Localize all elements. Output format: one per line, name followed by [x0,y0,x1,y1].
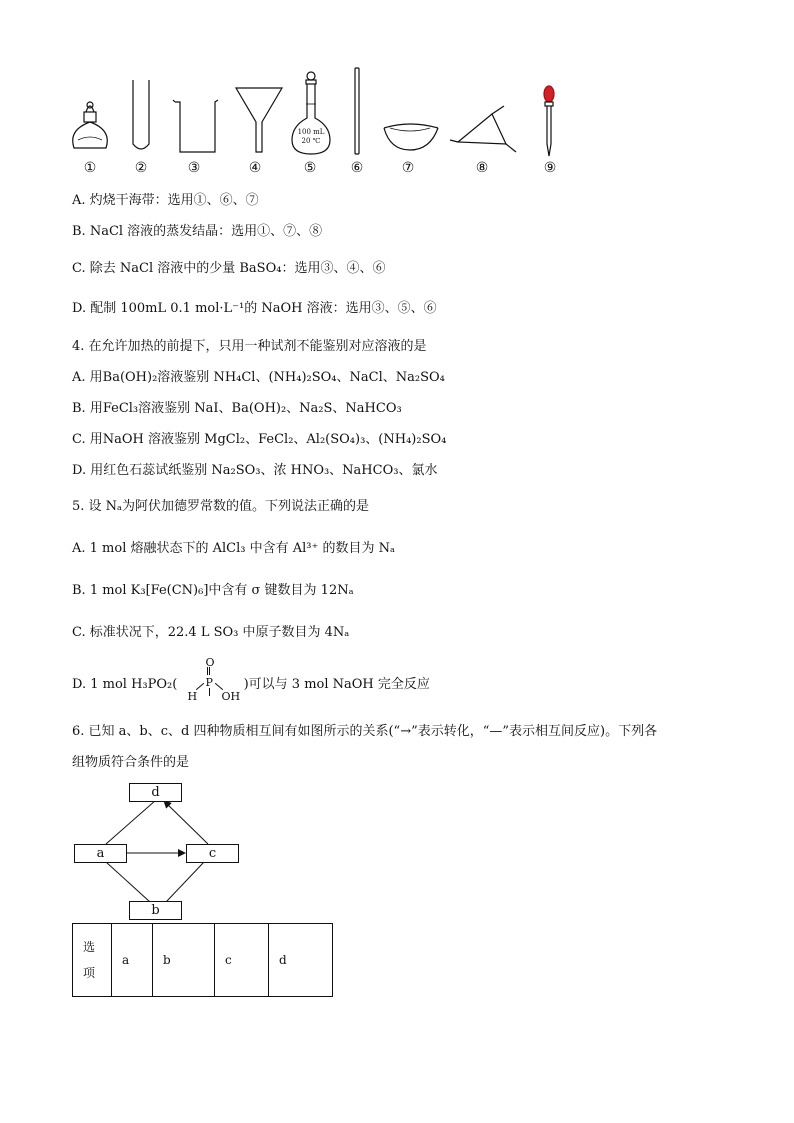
apparatus-number: ⑦ [401,160,415,176]
apparatus-number: ③ [187,160,201,176]
q4-option-d: D. 用红色石蕊试纸鉴别 Na₂SO₃、浓 HNO₃、NaHCO₃、氯水 [72,463,438,478]
test-tube-icon [133,80,149,149]
q5-option-a: A. 1 mol 熔融状态下的 AlCl₃ 中含有 Al³⁺ 的数目为 Nₐ [72,541,396,556]
node-d: d [129,783,182,802]
q6-stem-line1: 6. 已知 a、b、c、d 四种物质相互间有如图所示的关系(“→”表示转化，“—”表示相互间反应)。下列各 [72,724,658,739]
q4-option-b: B. 用FeCl₃溶液鉴别 NaI、Ba(OH)₂、Na₂S、NaHCO₃ [72,401,402,416]
apparatus-number: ② [134,160,148,176]
alcohol-lamp-icon [73,102,108,148]
apparatus-number: ④ [248,160,262,176]
structure-oh: OH [221,690,241,703]
q3-option-a: A. 灼烧干海带：选用①、⑥、⑦ [72,193,259,208]
structure-bond-down [209,688,210,696]
apparatus-row [60,60,600,160]
q5-option-d [72,656,430,703]
q5-option-d-prefix: D. 1 mol H₃PO₂( [72,677,178,692]
node-a: a [74,844,127,863]
q4-option-c: C. 用NaOH 溶液鉴别 MgCl₂、FeCl₂、Al₂(SO₄)₃、(NH₄)₂SO₄ [72,432,447,447]
structure-o: O [205,656,215,669]
q5-option-b: B. 1 mol K₃[Fe(CN)₆]中含有 σ 键数目为 12Nₐ [72,583,354,598]
q4-option-a: A. 用Ba(OH)₂溶液鉴别 NH₄Cl、(NH₄)₂SO₄、NaCl、Na₂SO₄ [72,370,445,385]
apparatus-number: ⑥ [350,160,364,176]
table-header-char: 项 [83,966,96,980]
table-header-row [73,924,333,997]
evaporating-dish-icon [384,124,438,150]
dropper-icon [544,86,554,156]
apparatus-number: ⑨ [543,160,557,176]
funnel-icon [236,88,282,152]
q5-option-c: C. 标准状况下，22.4 L SO₃ 中原子数目为 4Nₐ [72,625,350,640]
q3-option-b: B. NaCl 溶液的蒸发结晶：选用①、⑦、⑧ [72,224,323,239]
flask-label [294,128,328,146]
table-header-b: b [153,924,215,997]
structure-bond-left [196,683,204,690]
answer-table [72,923,333,997]
q3-option-d: D. 配制 100mL 0.1 mol·L⁻¹的 NaOH 溶液：选用③、⑤、⑥ [72,301,437,316]
clay-triangle-icon [450,106,516,152]
structure-p: P [205,676,213,689]
q4-stem: 4. 在允许加热的前提下，只用一种试剂不能鉴别对应溶液的是 [72,339,427,354]
glass-rod-icon [355,68,359,154]
flask-temp-text: 20 ℃ [301,137,321,145]
beaker-icon [173,100,218,152]
h3po2-structure [181,656,241,703]
table-header-option [73,924,112,997]
apparatus-number: ⑧ [475,160,489,176]
apparatus-number: ① [83,160,97,176]
table-header-char: 选 [83,940,96,954]
q5-stem: 5. 设 Nₐ为阿伏加德罗常数的值。下列说法正确的是 [72,499,370,514]
q3-option-c: C. 除去 NaCl 溶液中的少量 BaSO₄：选用③、④、⑥ [72,261,386,276]
table-header-c: c [215,924,269,997]
apparatus-number: ⑤ [303,160,317,176]
node-c: c [186,844,239,863]
table-header-d: d [269,924,333,997]
table-header-a: a [112,924,153,997]
structure-h-left: H [187,690,198,703]
q5-option-d-suffix: )可以与 3 mol NaOH 完全反应 [243,677,430,692]
flask-volume-text: 100 mL [297,128,325,136]
q6-stem-line2: 组物质符合条件的是 [72,755,190,770]
node-b: b [129,901,182,920]
